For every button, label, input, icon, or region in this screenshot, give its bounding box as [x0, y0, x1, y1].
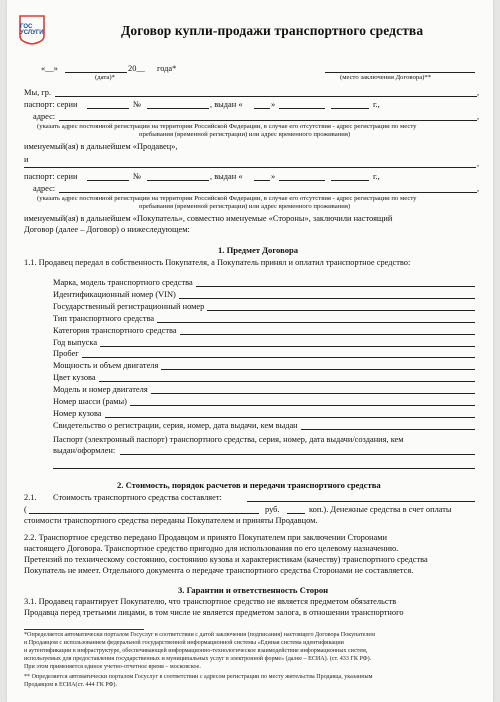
- buyer-day-line: [254, 180, 270, 181]
- buyer-month-line: [279, 180, 325, 181]
- vehicle-field-value-line: [99, 381, 475, 382]
- buyer-no-label: №: [133, 172, 141, 181]
- seller-address-label: адрес:: [33, 112, 56, 121]
- vehicle-field-label: Марка, модель транспортного средства: [53, 278, 193, 287]
- seller-series-line: [87, 108, 129, 109]
- seller-year-line: [331, 108, 369, 109]
- vehicle-field-label: Мощность и объем двигателя: [53, 361, 159, 371]
- footnote-1-line-2: и Продавцом с использованием федеральной государственной информационной системы «Единая система идентификации: [24, 640, 344, 646]
- seller-passport-label: паспорт: серии: [24, 100, 78, 109]
- vehicle-field-value-line: [130, 405, 475, 406]
- vehicle-field-value-line: [179, 298, 475, 299]
- date-line-month: [65, 72, 127, 73]
- buyer-series-line: [87, 180, 129, 181]
- vehicle-field-value-line: [196, 286, 475, 287]
- vehicle-field-value-line: [105, 417, 475, 418]
- p22-line-3: Претензий по техническому состоянию, состоянию кузова и характеристикам (качеству) транспортного средства: [24, 555, 428, 564]
- buyer-passport-label: паспорт: серии: [24, 172, 78, 181]
- footnote-1-line-5: При этом применяется единое учетно-отчетное время – московское.: [24, 664, 201, 670]
- p21-line-2: стоимости транспортного средства переданы Покупателем и приняты Продавцом.: [24, 516, 318, 525]
- pts-value-line-2: [53, 468, 475, 469]
- seller-issued-label: , выдан «: [210, 100, 243, 109]
- vehicle-field-label: Государственный регистрационный номер: [53, 301, 205, 311]
- vehicle-field-label: Идентификационный номер (VIN): [53, 289, 176, 299]
- document-page: ГОС УСЛУГИ Договор купли-продажи транспортного средства «__» 20__ года* (дата)* (место заключения Договора)** Мы, гр. , паспорт: серии № , выдан « » г., адрес: , (указать адрес постоянной регистрации на территории Российской Федерации, в случае его отсутствия - адрес регистрации по месту пребывания (временной регистрации) или адрес временного проживания) именуемый(ая) в дальнейшем «Продавец», и , паспорт: серии № , выдан « » г., адрес: , (указать адрес постоянной регистрации на территории Российской Федерации, в случае его отсутствия - адрес регистрации по месту пребывания (временной регистрации) или адрес временного проживания) именуемый(ая) в дальнейшем «Покупатель», совместно именуемые «Стороны», заключили настоящий Договор (далее – Договор) о нижеследующем: 1. Предмет Договора 1.1. Продавец передал в собственность Покупателя, а Покупатель принял и оплатил транспортное средство: Марка, модель транспортного средства Идентификационный номер (VIN) Государственный регистрационный номер Тип транспортного средства Категория транспортного средства Год выпуска Пробег Мощность и объем двигателя Цвет кузова Модель и номер двигателя Номер шасси (рамы) Номер кузова Свидетельство о регистрации, серия, номер, дата выдачи, кем выдан Паспорт (электронный паспорт) транспортного средства, серия, номер, дата выдачи/создания, кем выдан/оформлен: 2. Стоимость, порядок расчетов и передачи транспортного средства 2.1. Стоимость транспортного средства составляет: ( руб. коп.). Денежные средства в счет оплаты стоимости транспортного средства переданы Покупателем и приняты Продавцом. 2.2. Транспортное средство передано Продавцом и принято Покупателем при заключении Сторонами настоящего Договора. Транспортное средство пригодно для использования по его целевому назначению. Претензий по техническому состоянию, состоянию кузова и характеристикам (качеству) транспортного средства Покупатель не имеет. Отдельного документа о передаче транспортного средства Сторонами не составляется. 3. Гарантии и ответственность Сторон 3.1. Продавец гарантирует Покупателю, что транспортное средство не является предметом обязательств Продавца перед третьими лицами, в том числе не является предметом залога, в отношении транспортного *Определяется автоматически порталом Госуслуг в соответствии с датой заключения (подписания) настоящего Договора Покупателем и Продавцом с использованием федеральной государственной информационной системы «Единая система идентификации и аутентификации в инфраструктуре, обеспечивающей информационно-технологическое взаимодействие информационных систем, используемых для предоставления государственных и муниципальных услуг в электронной форме» (далее – ЕСИА). (ст. 433 ГК РФ). При этом применяется единое учетно-отчетное время – московское. ** Определяется автоматически порталом Госуслуг в соответствии с адресом регистрации по месту жительства Продавца, указанным Продавцом в ЕСИА(ст. 444 ГК РФ).: [7, 0, 493, 702]
- vehicle-field-label: Год выпуска: [53, 337, 98, 347]
- seller-address-note-2: пребывания (временной регистрации) или адрес временного проживания): [139, 131, 351, 138]
- document-title: Договор купли-продажи транспортного средства: [121, 23, 424, 38]
- and-label: и: [24, 155, 29, 164]
- vehicle-field-label: Модель и номер двигателя: [53, 385, 148, 395]
- pts-line-1: Паспорт (электронный паспорт) транспортного средства, серия, номер, дата выдачи/создания, кем: [53, 435, 404, 444]
- vehicle-field-value-line: [207, 310, 475, 311]
- vehicle-field-value-line: [161, 369, 475, 370]
- vehicle-field-label: Свидетельство о регистрации, серия, номер, дата выдачи, кем выдан: [53, 420, 298, 430]
- seller-day-line: [254, 108, 270, 109]
- p22-line-4: Покупатель не имеет. Отдельного документа о передаче транспортного средства Сторонами не составляется.: [24, 566, 414, 575]
- p21-rub: руб.: [265, 505, 280, 514]
- seller-address-note-1: (указать адрес постоянной регистрации на территории Российской Федерации, в случае его отсутствия - адрес регистрации по месту: [37, 123, 417, 130]
- date-caption: (дата)*: [95, 74, 115, 81]
- buyer-quote-close: »: [271, 172, 276, 181]
- p31-line-1: 3.1. Продавец гарантирует Покупателю, что транспортное средство не является предметом обязательств: [24, 597, 397, 606]
- pts-line-2: выдан/оформлен:: [53, 446, 116, 455]
- section-3-heading: 3. Гарантии и ответственность Сторон: [178, 585, 329, 595]
- seller-named: именуемый(ая) в дальнейшем «Продавец»,: [24, 142, 178, 151]
- seller-g: г.,: [373, 100, 380, 109]
- date-year: 20__: [128, 64, 145, 73]
- seller-name-line: [55, 96, 477, 97]
- vehicle-field-label: Тип транспортного средства: [53, 313, 155, 323]
- vehicle-field-value-line: [180, 334, 475, 335]
- seller-no-label: №: [133, 100, 141, 109]
- vehicle-field-value-line: [157, 322, 475, 323]
- p22-line-2: настоящего Договора. Транспортное средство пригодно для использования по его целевому назначению.: [24, 544, 399, 553]
- footnote-1-line-3: и аутентификации в инфраструктуре, обеспечивающей информационно-технологическое взаимодействие информационных систем,: [24, 648, 368, 654]
- vehicle-field-value-line: [82, 357, 475, 358]
- buyer-address-line: [59, 192, 477, 193]
- gosuslugi-logo: [17, 12, 47, 46]
- kop-line: [287, 513, 305, 514]
- buyer-year-line: [331, 180, 369, 181]
- buyer-address-label: адрес:: [33, 184, 56, 193]
- footnote-2-line-1: ** Определяется автоматически порталом Госуслуг в соответствии с адресом регистрации по месту жительства Продавца, указанным: [24, 674, 373, 680]
- footnote-2-line-2: Продавцом в ЕСИА(ст. 444 ГК РФ).: [24, 682, 117, 688]
- seller-address-line: [59, 120, 477, 121]
- footnote-1-line-4: используемых для предоставления государственных и муниципальных услуг в электронной форме» (далее – ЕСИА). (ст. 433 ГК РФ).: [24, 656, 372, 662]
- buyer-name-line: [24, 167, 476, 168]
- vehicle-field-value-line: [301, 429, 475, 430]
- p31-line-2: Продавца перед третьими лицами, в том числе не является предметом залога, в отношении транспортного: [24, 608, 404, 617]
- footnote-separator: [24, 629, 144, 630]
- vehicle-field-label: Номер кузова: [53, 408, 102, 418]
- section-2-heading: 2. Стоимость, порядок расчетов и передачи транспортного средства: [117, 480, 381, 490]
- p21-paren: (: [24, 505, 27, 514]
- vehicle-field-label: Цвет кузова: [53, 373, 96, 383]
- buyer-named-line-1: именуемый(ая) в дальнейшем «Покупатель», совместно именуемые «Стороны», заключили настоящий: [24, 214, 393, 223]
- buyer-named-line-2: Договор (далее – Договор) о нижеследующем:: [24, 225, 190, 234]
- section-1-paragraph: 1.1. Продавец передал в собственность Покупателя, а Покупатель принял и оплатил транспортное средство:: [24, 258, 411, 267]
- p21-label: 2.1.: [24, 493, 37, 502]
- price-line: [247, 501, 475, 502]
- buyer-address-note-1: (указать адрес постоянной регистрации на территории Российской Федерации, в случае его отсутствия - адрес регистрации по месту: [37, 195, 417, 202]
- logo-line-1: ГОС: [20, 24, 33, 30]
- seller-quote-close: »: [271, 100, 276, 109]
- vehicle-field-label: Пробег: [53, 349, 79, 359]
- vehicle-field-value-line: [100, 346, 475, 347]
- section-1-heading: 1. Предмет Договора: [218, 245, 299, 255]
- place-caption: (место заключения Договора)**: [340, 74, 432, 81]
- buyer-g: г.,: [373, 172, 380, 181]
- pts-value-line: [120, 454, 475, 455]
- date-quote: «__»: [41, 64, 58, 73]
- footnote-1-line-1: *Определяется автоматически порталом Госуслуг в соответствии с датой заключения (подписания) настоящего Договора Покупателем: [24, 632, 375, 638]
- p21-kop: коп.). Денежные средства в счет оплаты: [309, 505, 452, 514]
- place-line: [325, 72, 475, 73]
- vehicle-field-label: Номер шасси (рамы): [53, 397, 127, 406]
- seller-number-line: [147, 108, 209, 109]
- date-year-suffix: года*: [157, 64, 177, 73]
- vehicle-field-value-line: [151, 393, 475, 394]
- buyer-number-line: [147, 180, 209, 181]
- vehicle-field-label: Категория транспортного средства: [53, 325, 177, 335]
- buyer-address-note-2: пребывания (временной регистрации) или адрес временного проживания): [139, 203, 351, 210]
- p21-text: Стоимость транспортного средства составляет:: [53, 493, 222, 502]
- seller-month-line: [279, 108, 325, 109]
- logo-line-2: УСЛУГИ: [20, 30, 44, 36]
- buyer-issued-label: , выдан «: [210, 172, 243, 181]
- p22-line-1: 2.2. Транспортное средство передано Продавцом и принято Покупателем при заключении Сторонами: [24, 533, 388, 542]
- we-label: Мы, гр.: [24, 88, 51, 97]
- price-words-line: [29, 513, 259, 514]
